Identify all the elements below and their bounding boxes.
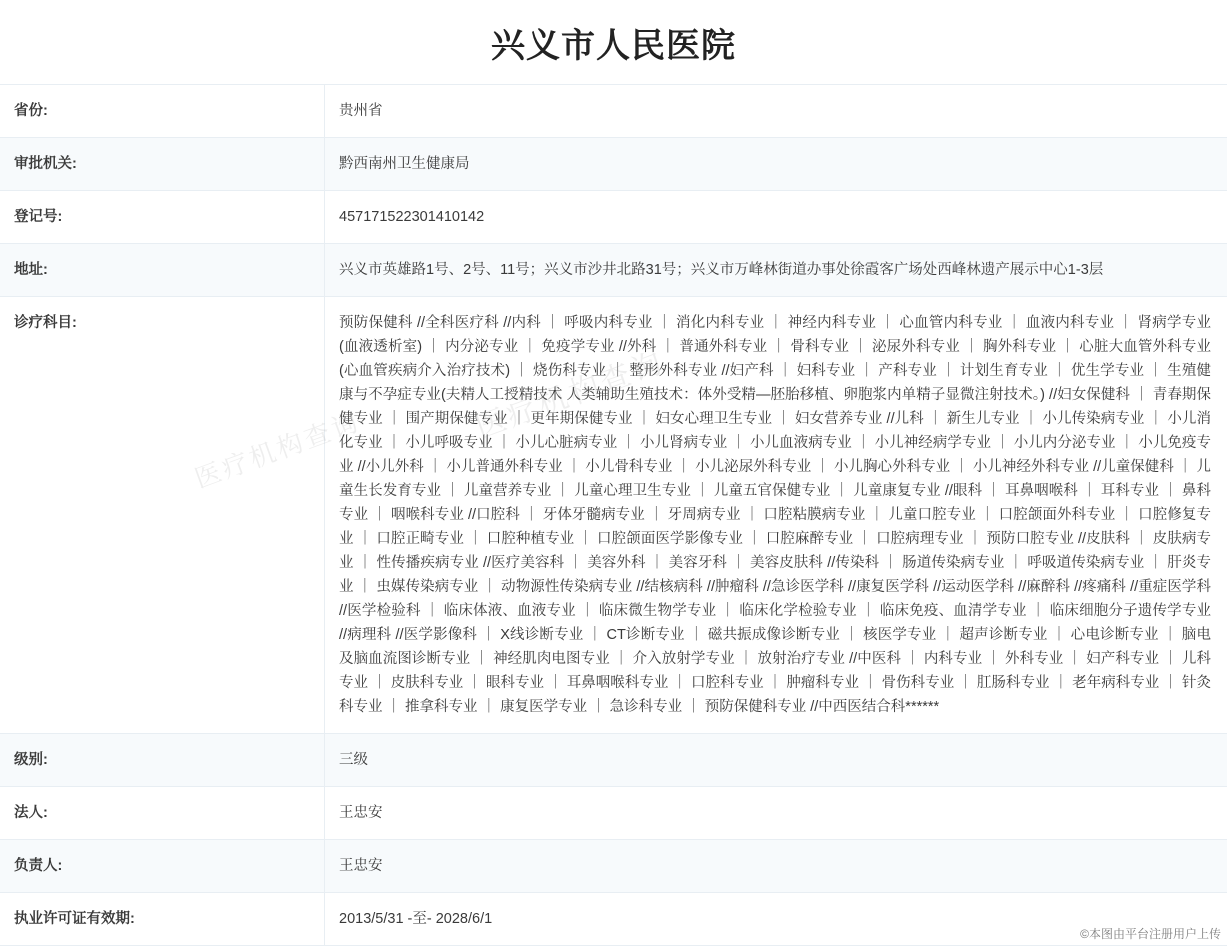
row-label: 诊疗科目: bbox=[0, 297, 325, 734]
row-label: 地址: bbox=[0, 244, 325, 297]
row-label: 执业许可证有效期: bbox=[0, 893, 325, 946]
row-label: 级别: bbox=[0, 734, 325, 787]
footer-copyright-note: ©本图由平台注册用户上传 bbox=[1080, 925, 1221, 942]
table-row bbox=[0, 191, 1227, 244]
watermark: 医疗机构查询 bbox=[468, 337, 669, 446]
row-label: 负责人: bbox=[0, 840, 325, 893]
row-value: 王忠安 bbox=[325, 787, 1227, 840]
table-row bbox=[0, 787, 1227, 840]
row-value: 457171522301410142 bbox=[325, 191, 1227, 244]
row-label: 审批机关: bbox=[0, 138, 325, 191]
table-row bbox=[0, 297, 1227, 734]
page-title: 兴义市人民医院 bbox=[491, 18, 736, 67]
page-header bbox=[0, 0, 1227, 85]
row-label: 省份: bbox=[0, 85, 325, 138]
table-body bbox=[0, 85, 1227, 946]
table-row bbox=[0, 840, 1227, 893]
row-value: 贵州省 bbox=[325, 85, 1227, 138]
table-row bbox=[0, 85, 1227, 138]
row-value: 王忠安 bbox=[325, 840, 1227, 893]
table-row bbox=[0, 244, 1227, 297]
institution-info-table bbox=[0, 85, 1227, 946]
row-label: 法人: bbox=[0, 787, 325, 840]
row-label: 登记号: bbox=[0, 191, 325, 244]
row-value-scope: 预防保健科 //全科医疗科 //内科 ｜ 呼吸内科专业 ｜ 消化内科专业 ｜ 神经内科专业 ｜ 心血管内科专业 ｜ 血液内科专业 ｜ 肾病学专业(血液透析室) ｜ 内分泌专业 ｜ 免疫学专业 //外科 ｜ 普通外科专业 ｜ 骨科专业 ｜ 泌尿外科专业 ｜ 胸外科专业 ｜ 心脏大血管外科专业(心血管疾病介入治疗技术) ｜ 烧伤科专业 ｜ 整形外科专业 //妇产科 ｜ 妇科专业 ｜ 产科专业 ｜ 计划生育专业 ｜ 优生学专业 ｜ 生殖健康与不孕症专业(夫精人工授精技术 人类辅助生殖技术：体外受精—胚胎移植、卵胞浆内单精子显微注射技术。) //妇女保健科 ｜ 青春期保健专业 ｜ 围产期保健专业 ｜ 更年期保健专业 ｜ 妇女心理卫生专业 ｜ 妇女营养专业 //儿科 ｜ 新生儿专业 ｜ 小儿传染病专业 ｜ 小儿消化专业 ｜ 小儿呼吸专业 ｜ 小儿心脏病专业 ｜ 小儿肾病专业 ｜ 小儿血液病专业 ｜ 小儿神经病学专业 ｜ 小儿内分泌专业 ｜ 小儿免疫专业 //小儿外科 ｜ 小儿普通外科专业 ｜ 小儿骨科专业 ｜ 小儿泌尿外科专业 ｜ 小儿胸心外科专业 ｜ 小儿神经外科专业 //儿童保健科 ｜ 儿童生长发育专业 ｜ 儿童营养专业 ｜ 儿童心理卫生专业 ｜ 儿童五官保健专业 ｜ 儿童康复专业 //眼科 ｜ 耳鼻咽喉科 ｜ 耳科专业 ｜ 鼻科专业 ｜ 咽喉科专业 //口腔科 ｜ 牙体牙髓病专业 ｜ 牙周病专业 ｜ 口腔粘膜病专业 ｜ 儿童口腔专业 ｜ 口腔颌面外科专业 ｜ 口腔修复专业 ｜ 口腔正畸专业 ｜ 口腔种植专业 ｜ 口腔颌面医学影像专业 ｜ 口腔麻醉专业 ｜ 口腔病理专业 ｜ 预防口腔专业 //皮肤科 ｜ 皮肤病专业 ｜ 性传播疾病专业 //医疗美容科 ｜ 美容外科 ｜ 美容牙科 ｜ 美容皮肤科 //传染科 ｜ 肠道传染病专业 ｜ 呼吸道传染病专业 ｜ 肝炎专业 ｜ 虫媒传染病专业 ｜ 动物源性传染病专业 //结核病科 //肿瘤科 //急诊医学科 //康复医学科 //运动医学科 //麻醉科 //疼痛科 //重症医学科 //医学检验科 ｜ 临床体液、血液专业 ｜ 临床微生物学专业 ｜ 临床化学检验专业 ｜ 临床免疫、血清学专业 ｜ 临床细胞分子遗传学专业 //病理科 //医学影像科 ｜ X线诊断专业 ｜ CT诊断专业 ｜ 磁共振成像诊断专业 ｜ 核医学专业 ｜ 超声诊断专业 ｜ 心电诊断专业 ｜ 脑电及脑血流图诊断专业 ｜ 神经肌肉电图专业 ｜ 介入放射学专业 ｜ 放射治疗专业 //中医科 ｜ 内科专业 ｜ 外科专业 ｜ 妇产科专业 ｜ 儿科专业 ｜ 皮肤科专业 ｜ 眼科专业 ｜ 耳鼻咽喉科专业 ｜ 口腔科专业 ｜ 肿瘤科专业 ｜ 骨伤科专业 ｜ 肛肠科专业 ｜ 老年病科专业 ｜ 针灸科专业 ｜ 推拿科专业 ｜ 康复医学专业 ｜ 急诊科专业 ｜ 预防保健科专业 //中西医结合科****** bbox=[325, 297, 1227, 734]
table-row bbox=[0, 734, 1227, 787]
table-row bbox=[0, 893, 1227, 946]
row-value: 兴义市英雄路1号、2号、11号；兴义市沙井北路31号；兴义市万峰林街道办事处徐霞客广场处西峰林遗产展示中心1-3层 bbox=[325, 244, 1227, 297]
table-row bbox=[0, 138, 1227, 191]
row-value: 三级 bbox=[325, 734, 1227, 787]
row-value: 2013/5/31 -至- 2028/6/1 bbox=[325, 893, 1227, 946]
row-value: 黔西南州卫生健康局 bbox=[325, 138, 1227, 191]
